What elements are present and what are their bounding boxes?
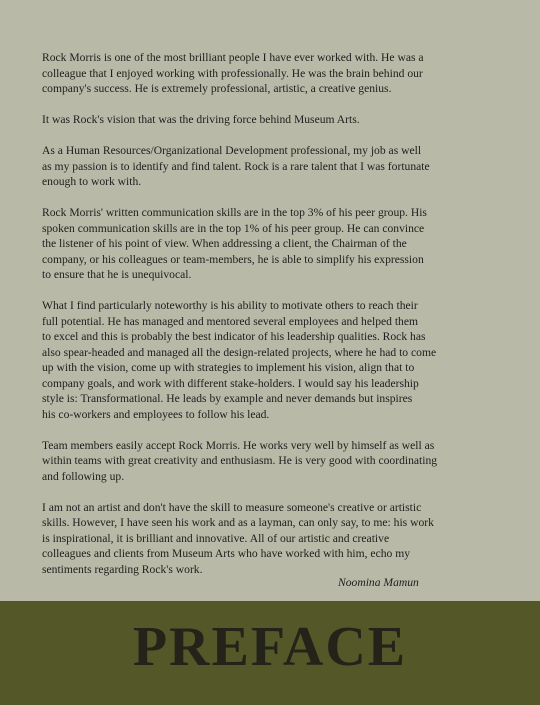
paragraph-vision: It was Rock's vision that was the driving force behind Museum Arts. — [42, 113, 360, 126]
paragraph-communication: Rock Morris' written communication skills are in the top 3% of his peer group. His spoken communication skills are in the top 1% of his peer group. He can convince the listener of his point of view. When addressing a client, the Chairman of the company, or his colleagues or team-members, he is able to simplify his expression to ensure that he is unequivocal. — [42, 206, 427, 281]
paragraph-intro: Rock Morris is one of the most brilliant people I have ever worked with. He was a colleague that I enjoyed working with professionally. He was the brain behind our company's success. He is extremely professional, artistic, a creative genius. — [42, 51, 424, 95]
paragraph-hr-role: As a Human Resources/Organizational Development professional, my job as well as my passion is to identify and find talent. Rock is a rare talent that I was fortunate enough to work with. — [42, 144, 430, 188]
banner-title: PREFACE — [132, 616, 408, 678]
letter-body — [42, 50, 494, 593]
paragraph-teamwork: Team members easily accept Rock Morris. He works very well by himself as well as within teams with great creativity and enthusiasm. He is very good with coordinating and following up. — [42, 438, 438, 483]
signature: Noomina Mamun — [338, 576, 419, 589]
paragraph-leadership: What I find particularly noteworthy is his ability to motivate others to reach their full potential. He has managed and mentored several employees and helped them to excel and this is probably the best indicator of his leadership qualities. Rock has also spear-headed and managed all the design-related projects, where he had to come up with the vision, come up with strategies to implement his vision, align that to company goals, and work with different stake-holders. I would say his leadership style is: Transformational. He leads by example and never demands but inspires his co-workers and employees to follow his lead. — [42, 299, 437, 421]
paragraph-closing: I am not an artist and don't have the skill to measure someone's creative or artistic skills. However, I have seen his work and as a layman, can only say, to me: his work is inspirational, it is brilliant and innovative. All of our artistic and creative colleagues and clients from Museum Arts who have worked with him, echo my sentiments regarding Rock's work. — [42, 500, 434, 576]
